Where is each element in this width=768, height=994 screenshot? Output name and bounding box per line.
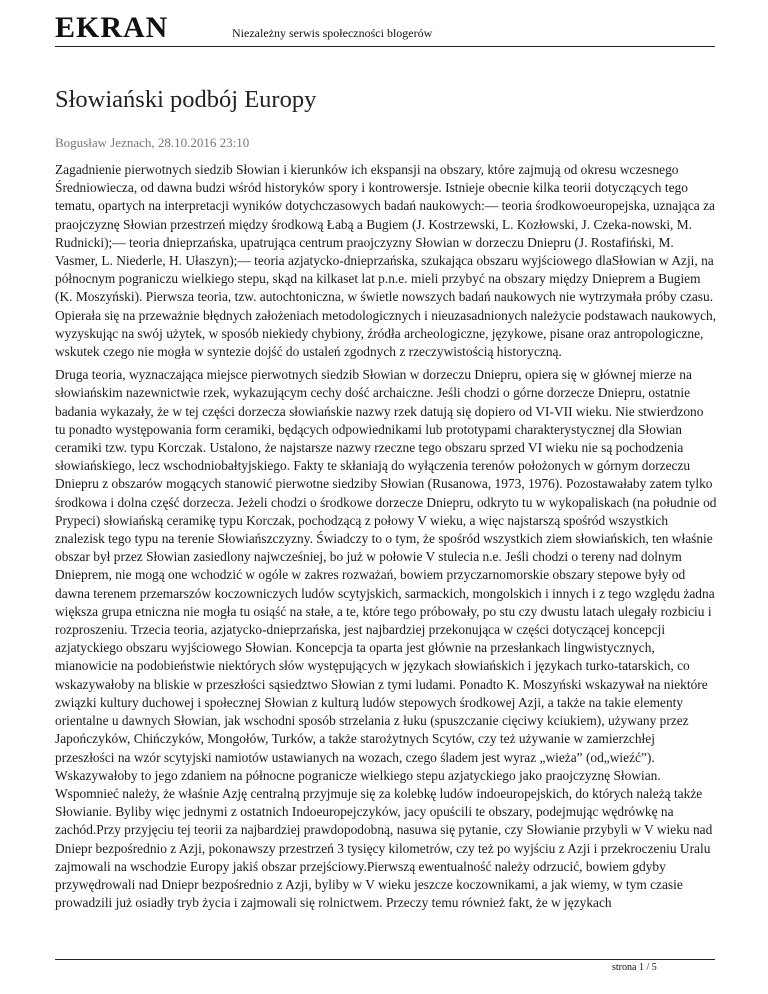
footer-divider bbox=[55, 959, 715, 960]
article-paragraph: Zagadnienie pierwotnych siedzib Słowian i kierunków ich ekspansji na obszary, które zajmują od okresu wczesnego Średniowiecza, od dawna budzi wśród historyków spory i kontrowersje. Istnieje obecnie kilka teorii dotyczących tego tematu, opartych na interpretacji wyników dotychczasowych badań naukowych:— teoria środkowoeuropejska, uznająca za praojczyznę Słowian przestrzeń między środkową Łabą a Bugiem (J. Kostrzewski, L. Kozłowski, J. Czeka-nowski, M. Rudnicki);— teoria dnieprzańska, upatrująca centrum praojczyzny Słowian w dorzeczu Dniepru (J. Rostafiński, M. Vasmer, L. Niederle, H. Ułaszyn);— teoria azjatycko-dnieprzańska, szukająca obszaru wyjściowego dlaSłowian w Azji, na północnym pograniczu wielkiego stepu, skąd na kilkaset lat p.n.e. mieli przybyć na obszary między Dnieprem a Bugiem (K. Moszyński). Pierwsza teoria, tzw. autochtoniczna, w świetle nowszych badań naukowych nie wytrzymała próby czasu. Opierała się na przeważnie błędnych założeniach metodologicznych i nieuzasadnionych należycie podstawach naukowych, wyzyskując na swój użytek, w sposób niekiedy chybiony, źródła archeologiczne, językowe, pisane oraz antropologiczne, wskutek czego nie mogła w syntezie dojść do ustaleń zgodnych z rzeczywistością historyczną. bbox=[55, 162, 717, 360]
article-byline: Bogusław Jeznach, 28.10.2016 23:10 bbox=[55, 135, 250, 150]
logo-text: EKRAN bbox=[55, 11, 169, 44]
article-title: Słowiański podbój Europy bbox=[55, 86, 317, 113]
site-tagline: Niezależny serwis społeczności blogerów bbox=[232, 26, 433, 40]
page-header bbox=[55, 11, 715, 47]
article-body bbox=[55, 161, 717, 917]
page-number: strona 1 / 5 bbox=[612, 962, 657, 973]
article-paragraph: Druga teoria, wyznaczająca miejsce pierwotnych siedzib Słowian w dorzeczu Dniepru, opiera się w głównej mierze na słowiańskim nazewnictwie rzek, wykazującym cechy dość archaiczne. Jeśli chodzi o górne dorzecze Dniepru, ostatnie badania wykazały, że w tej części dorzecza słowiańskie nazwy rzek datują się dopiero od VI-VII wieku. Nie stwierdzono tu ponadto występowania form ceramiki, będących odpowiednikami lub prototypami charakterystycznej dla Słowian ceramiki tzw. typu Korczak. Ustalono, że najstarsze nazwy rzeczne tego obszaru sprzed VI wieku nie są pochodzenia słowiańskiego, lecz wschodniobałtyjskiego. Fakty te skłaniają do wyłączenia terenów położonych w górnym dorzeczu Dniepru z obszarów mogących stanowić pierwotne siedziby Słowian (Rusanowa, 1973, 1976). Pozostawałaby zatem tylko środkowa i dolna część dorzecza. Jeżeli chodzi o środkowe dorzecze Dniepru, odkryto tu w wykopaliskach (na południe od Prypeci) słowiańską ceramikę typu Korczak, pochodzącą z połowy V wieku, a więc najstarszą spośród wszystkich znalezisk tego typu na terenie Słowiańszczyzny. Świadczy to o tym, że spośród wszystkich ziem słowiańskich, ten właśnie obszar był przez Słowian zasiedlony najwcześniej, bo już w połowie V stulecia n.e. Jeśli chodzi o tereny nad dolnym Dnieprem, nie mogą one wchodzić w ogóle w zakres rozważań, bowiem przyczarnomorskie obszary stepowe były od dawna terenem przemarszów koczowniczych ludów scytyjskich, sarmackich, mongolskich i innych i z tego względu żadna większa grupa etniczna nie mogła tu osiąść na stałe, a te, które tego próbowały, po stu czy dwustu latach ulegały rozbiciu i rozproszeniu. Trzecia teoria, azjatycko-dnieprzańska, jest najbardziej przekonująca w części dotyczącej koncepcji azjatyckiego obszaru wyjściowego Słowian. Koncepcja ta oparta jest głównie na przesłankach lingwistycznych, mianowicie na podobieństwie niektórych słów występujących w językach słowiańskich i językach turko-tatarskich, co wskazywałoby na bliskie w przeszłości sąsiedztwo Słowian z tymi ludami. Ponadto K. Moszyński wskazywał na niektóre związki kultury duchowej i społecznej Słowian z kulturą ludów stepowych środkowej Azji, a także na takie elementy orientalne u dawnych Słowian, jak wschodni sposób strzelania z łuku (spuszczanie cięciwy kciukiem), używany przez Japończyków, Chińczyków, Mongołów, Turków, a także starożytnych Scytów, czy też używanie w zamierzchłej przeszłości na wzór scytyjski namiotów ustawianych na wozach, czego śladem jest wyraz „wieża” (od„wieźć”). Wskazywałoby to jego zdaniem na północne pogranicze wielkiego stepu azjatyckiego jako praojczyznę Słowian. Wspomnieć należy, że właśnie Azję centralną przyjmuje się za kolebkę ludów indoeuropejskich, do których należą także Słowianie. Byliby więc jednymi z ostatnich Indoeuropejczyków, jacy opuścili te obszary, podejmując wędrówkę na zachód.Przy przyjęciu tej teorii za najbardziej prawdopodobną, nasuwa się pytanie, czy Słowianie przybyli w V wieku nad Dniepr bezpośrednio z Azji, pokonawszy przestrzeń 3 tysięcy kilometrów, czy też po wyjściu z Azji i przekroczeniu Uralu zajmowali na wschodzie Europy jakiś obszar przejściowy.Pierwszą ewentualność należy odrzucić, bowiem gdyby przywędrowali nad Dniepr bezpośrednio z Azji, byliby w V wieku jeszcze koczownikami, a jak wiemy, w tym czasie prowadzili już osiadły tryb życia i zajmowali się rolnictwem. Przeczy temu również fakt, że w językach bbox=[55, 367, 717, 911]
ekran-logo[interactable] bbox=[55, 12, 168, 44]
